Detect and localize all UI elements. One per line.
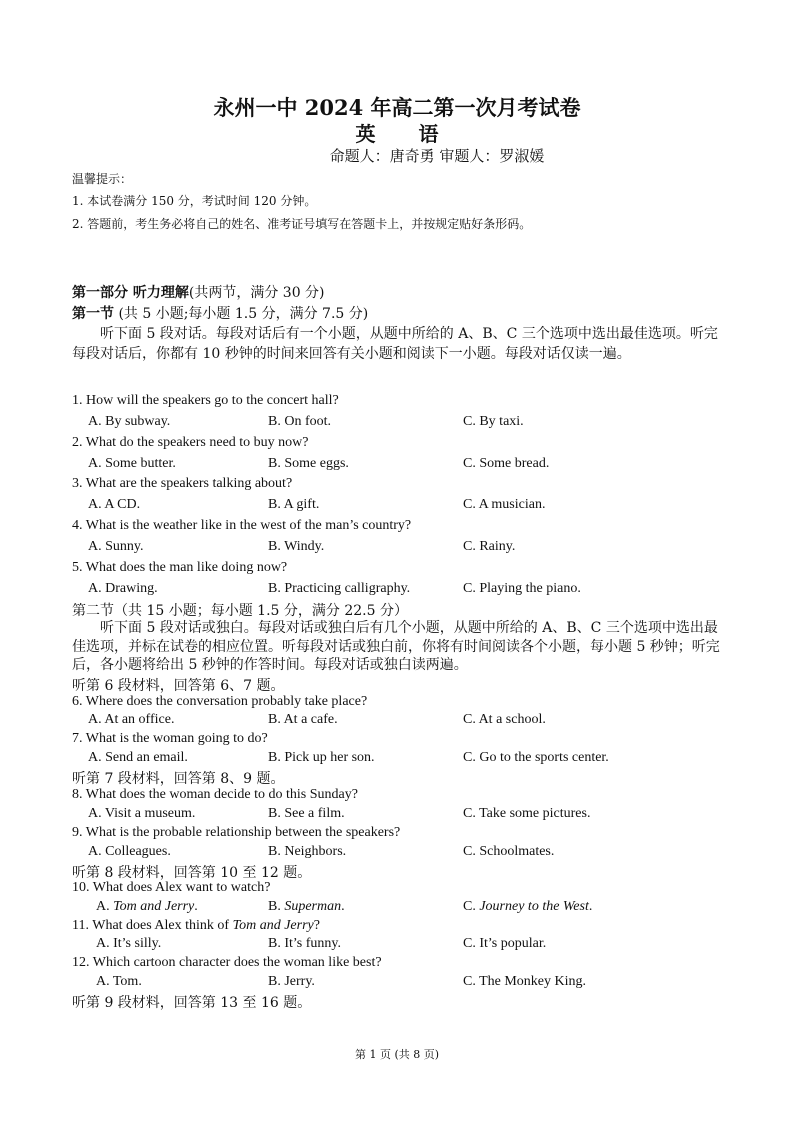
- q10-option-a-suffix: .: [194, 899, 198, 914]
- q9-option-b: B. Neighbors.: [268, 844, 347, 859]
- q8-option-a: A. Visit a museum.: [88, 806, 196, 821]
- q11-suffix: ?: [313, 918, 320, 933]
- question-6: 6. Where does the conversation probably take place?: [72, 694, 368, 709]
- q10-option-b-prefix: B.: [268, 899, 285, 914]
- material-6-heading: 听第 6 段材料，回答第 6、7 题。: [72, 678, 285, 694]
- q11-option-b: B. It’s funny.: [268, 936, 341, 951]
- q10-option-b: [268, 899, 345, 915]
- q10-option-b-suffix: .: [341, 899, 345, 914]
- question-5: 5. What does the man like doing now?: [72, 560, 288, 575]
- q12-option-a: A. Tom.: [96, 974, 142, 989]
- q1-option-c: C. By taxi.: [463, 414, 524, 429]
- q8-option-b: B. See a film.: [268, 806, 345, 821]
- q10-option-c-title: Journey to the West: [479, 899, 589, 914]
- q2-option-b: B. Some eggs.: [268, 456, 349, 471]
- q10-option-b-title: Superman: [284, 899, 342, 914]
- question-7: 7. What is the woman going to do?: [72, 731, 268, 746]
- q7-option-a: A. Send an email.: [88, 750, 188, 765]
- q7-option-b: B. Pick up her son.: [268, 750, 375, 765]
- notice-item-1: 1. 本试卷满分 150 分，考试时间 120 分钟。: [72, 194, 317, 208]
- q3-option-a: A. A CD.: [88, 497, 141, 512]
- q2-option-c: C. Some bread.: [463, 456, 550, 471]
- q9-option-a: A. Colleagues.: [88, 844, 171, 859]
- q4-option-a: A. Sunny.: [88, 539, 144, 554]
- question-9: 9. What is the probable relationship between the speakers?: [72, 825, 401, 840]
- material-7-heading: 听第 7 段材料，回答第 8、9 题。: [72, 771, 285, 787]
- question-12: 12. Which cartoon character does the woman like best?: [72, 955, 382, 970]
- q6-option-a: A. At an office.: [88, 712, 175, 727]
- q11-title: Tom and Jerry: [232, 918, 314, 933]
- q10-option-a-prefix: A.: [96, 899, 114, 914]
- q5-option-c: C. Playing the piano.: [463, 581, 581, 596]
- q5-option-a: A. Drawing.: [88, 581, 158, 596]
- part1-heading-rest: (共两节，满分 30 分): [188, 285, 325, 301]
- q4-option-c: C. Rainy.: [463, 539, 516, 554]
- q8-option-c: C. Take some pictures.: [463, 806, 591, 821]
- material-8-heading: 听第 8 段材料，回答第 10 至 12 题。: [72, 865, 312, 881]
- q9-option-c: C. Schoolmates.: [463, 844, 555, 859]
- q12-option-c: C. The Monkey King.: [463, 974, 587, 989]
- section1-heading-bold: 第一节: [72, 306, 114, 322]
- question-8: 8. What does the woman decide to do this Sunday?: [72, 787, 358, 802]
- page-footer: 第 1 页 (共 8 页): [354, 1048, 440, 1061]
- q5-option-b: B. Practicing calligraphy.: [268, 581, 411, 596]
- section1-heading-rest: (共 5 小题;每小题 1.5 分，满分 7.5 分): [114, 306, 369, 322]
- question-4: 4. What is the weather like in the west of the man’s country?: [72, 518, 412, 533]
- q2-option-a: A. Some butter.: [88, 456, 176, 471]
- q3-option-b: B. A gift.: [268, 497, 320, 512]
- question-1: 1. How will the speakers go to the concert hall?: [72, 393, 339, 408]
- part1-heading: [72, 282, 325, 302]
- question-3: 3. What are the speakers talking about?: [72, 476, 293, 491]
- q3-option-c: C. A musician.: [463, 497, 546, 512]
- section1-instructions: 听下面 5 段对话。每段对话后有一个小题，从题中所给的 A、B、C 三个选项中选出最佳选项。听完每段对话后，你都有 10 秒钟的时间来回答有关小题和阅读下一小题。每段对话仅读一遍。: [72, 326, 718, 362]
- section2-instructions: 听下面 5 段对话或独白。每段对话或独白后有几个小题，从题中所给的 A、B、C 三个选项中选出最佳选项，并标在试卷的相应位置。听每段对话或独白前，你将有时间阅读各个小题，每小题 5 秒钟；听完后，各小题将给出 5 秒钟的作答时间。每段对话或独白读两遍。: [72, 620, 720, 673]
- q7-option-c: C. Go to the sports center.: [463, 750, 609, 765]
- q6-option-c: C. At a school.: [463, 712, 546, 727]
- question-2: 2. What do the speakers need to buy now?: [72, 435, 309, 450]
- section1-heading: [72, 303, 368, 323]
- q10-option-a: [96, 899, 198, 915]
- authors-line: 命题人：唐奇勇 审题人：罗淑媛: [329, 147, 545, 165]
- part1-heading-bold: 第一部分 听力理解: [72, 285, 189, 301]
- q6-option-b: B. At a cafe.: [268, 712, 338, 727]
- q10-option-a-title: Tom and Jerry: [113, 899, 195, 914]
- q10-option-c-suffix: .: [588, 899, 593, 914]
- q11-prefix: 11. What does Alex think of: [72, 918, 233, 933]
- exam-title: 永州一中 2024 年高二第一次月考试卷: [213, 95, 581, 120]
- q4-option-b: B. Windy.: [268, 539, 325, 554]
- question-11: [72, 918, 320, 934]
- notice-label: 温馨提示：: [72, 172, 133, 186]
- q10-option-c-prefix: C.: [463, 899, 480, 914]
- q11-option-a: A. It’s silly.: [96, 936, 162, 951]
- q12-option-b: B. Jerry.: [268, 974, 315, 989]
- subject-title: 英 语: [355, 122, 457, 146]
- question-10: 10. What does Alex want to watch?: [72, 880, 271, 895]
- material-9-heading: 听第 9 段材料，回答第 13 至 16 题。: [72, 995, 312, 1011]
- q1-option-a: A. By subway.: [88, 414, 171, 429]
- q1-option-b: B. On foot.: [268, 414, 331, 429]
- q10-option-c: [463, 899, 592, 915]
- notice-item-2: 2. 答题前，考生务必将自己的姓名、准考证号填写在答题卡上，并按规定贴好条形码。: [72, 217, 532, 231]
- q11-option-c: C. It’s popular.: [463, 936, 547, 951]
- section2-heading: 第二节（共 15 小题；每小题 1.5 分，满分 22.5 分）: [72, 603, 408, 619]
